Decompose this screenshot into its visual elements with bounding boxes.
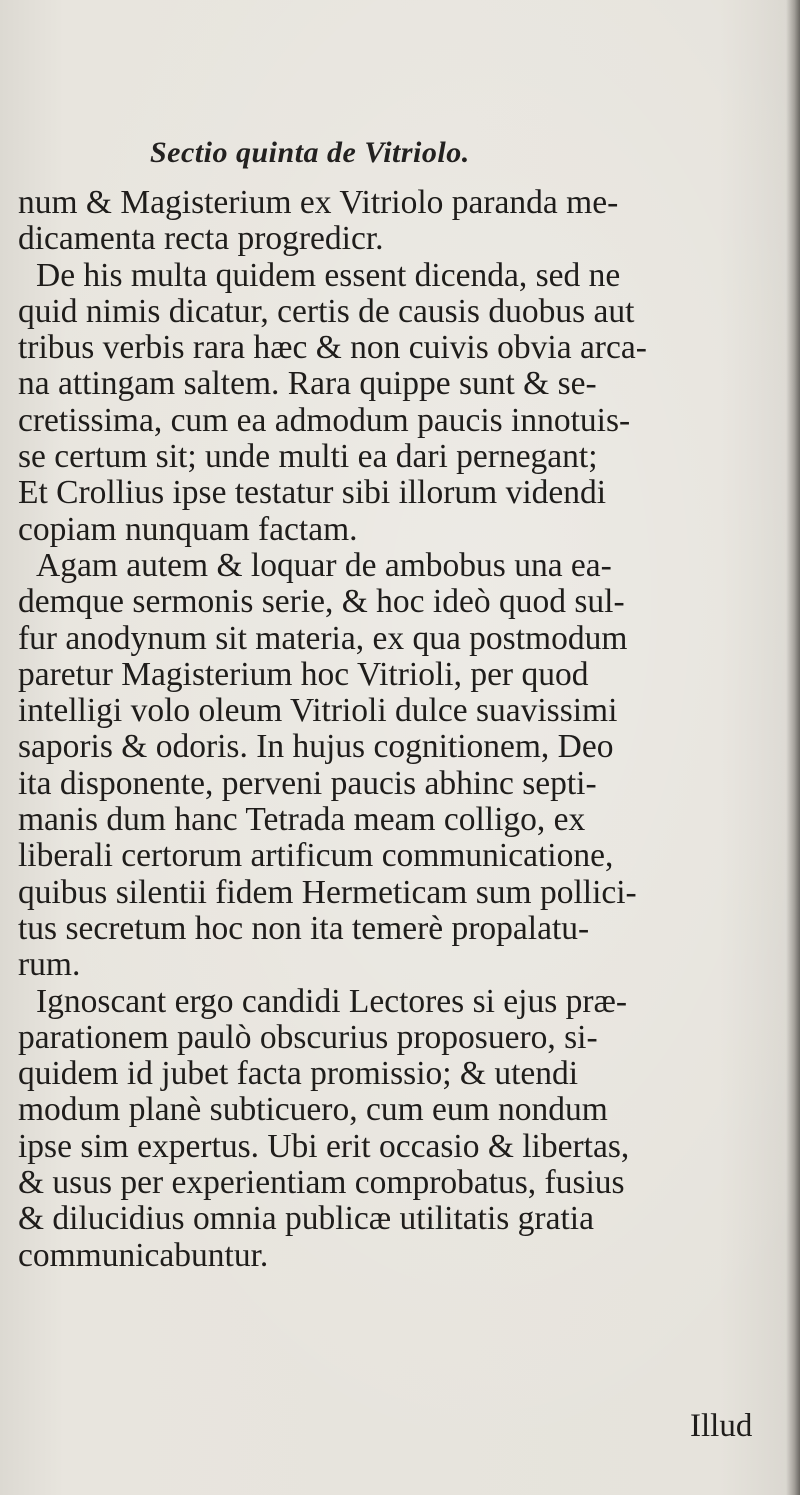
text-line: fur anodynum sit materia, ex qua postmodum xyxy=(18,619,628,657)
text-line: copiam nunquam factam. xyxy=(18,510,358,548)
text-line: num & Magisterium ex Vitriolo paranda me- xyxy=(18,184,619,221)
text-line: se certum sit; unde multi ea dari pernegant; xyxy=(18,438,598,476)
text-line: tus secretum hoc non ita temerè propalatu- xyxy=(18,909,590,947)
running-head: Sectio quinta de Vitriolo. xyxy=(150,136,470,169)
text-line: & dilucidius omnia publicæ utilitatis gratia xyxy=(18,1200,594,1238)
text-line: liberali certorum artificum communicatione, xyxy=(18,837,614,875)
text-line: ipse sim expertus. Ubi erit occasio & libertas, xyxy=(18,1127,630,1165)
text-line: Agam autem & loquar de ambobus una ea- xyxy=(36,546,612,584)
text-line: dicamenta recta progredicr. xyxy=(18,220,384,258)
text-line: parationem paulò obscurius proposuero, si- xyxy=(18,1018,598,1056)
text-line: paretur Magisterium hoc Vitrioli, per quod xyxy=(18,655,589,693)
text-line: & usus per experientiam comprobatus, fusius xyxy=(18,1164,625,1202)
text-line: communicabuntur. xyxy=(18,1236,269,1274)
text-line: quid nimis dicatur, certis de causis duobus aut xyxy=(18,292,635,330)
text-line: Et Crollius ipse testatur sibi illorum videndi xyxy=(18,474,607,512)
text-line: saporis & odoris. In hujus cognitionem, Deo xyxy=(18,728,614,766)
text-line: modum planè subticuero, cum eum nondum xyxy=(18,1091,608,1129)
text-line: cretissima, cum ea admodum paucis innotuis- xyxy=(18,401,631,439)
text-line: na attingam saltem. Rara quippe sunt & se- xyxy=(18,365,597,403)
text-line: intelligi volo oleum Vitrioli dulce suavissimi xyxy=(18,692,618,730)
catchword: Illud xyxy=(690,1408,753,1444)
text-line: tribus verbis rara hæc & non cuivis obvia arca- xyxy=(18,329,647,367)
text-line: De his multa quidem essent dicenda, sed ne xyxy=(36,256,621,294)
text-line: quibus silentii fidem Hermeticam sum pollici- xyxy=(18,873,637,911)
text-line: Ignoscant ergo candidi Lectores si ejus præ- xyxy=(36,982,628,1020)
text-line: quidem id jubet facta promissio; & utendi xyxy=(18,1055,579,1093)
text-line: rum. xyxy=(18,946,81,984)
text-line: manis dum hanc Tetrada meam colligo, ex xyxy=(18,801,586,839)
body-text xyxy=(18,185,788,1274)
page-edge-shadow xyxy=(786,0,800,1495)
text-line: demque sermonis serie, & hoc ideò quod sul- xyxy=(18,583,625,621)
text-line: ita disponente, perveni paucis abhinc septi- xyxy=(18,764,597,802)
